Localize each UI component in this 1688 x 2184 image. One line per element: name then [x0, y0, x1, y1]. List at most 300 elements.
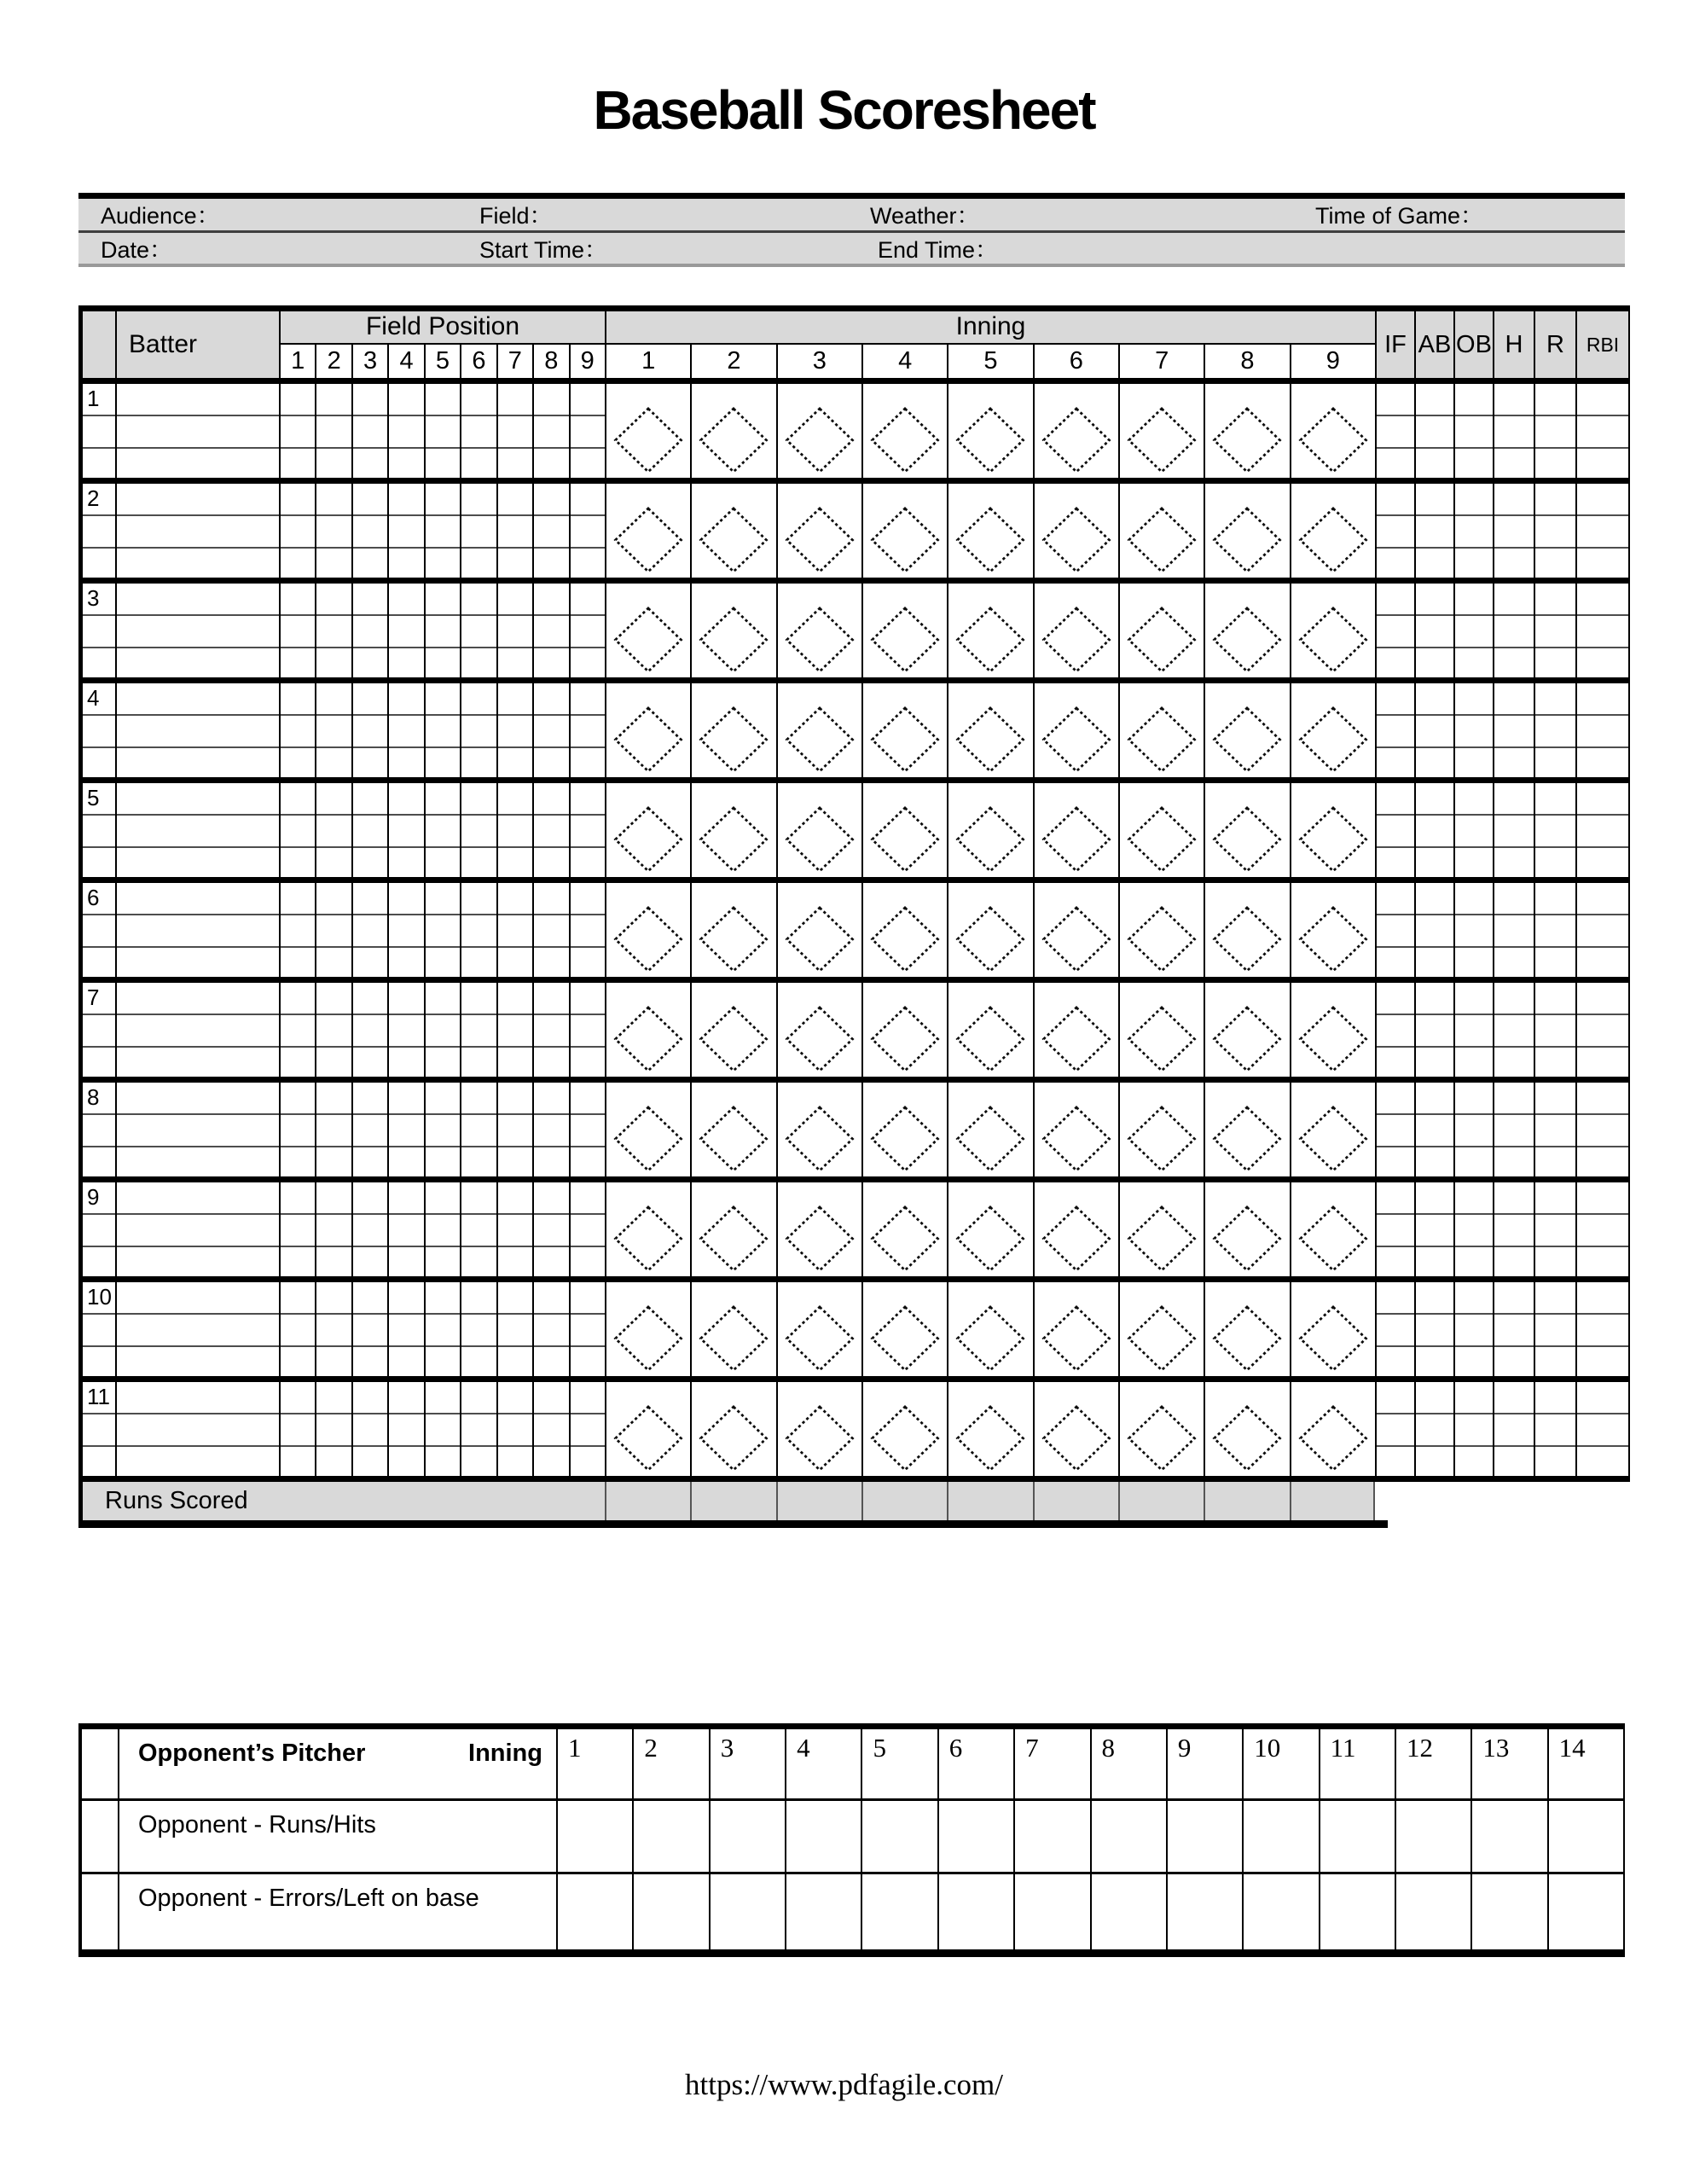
field-position-cell — [424, 584, 460, 677]
base-diamond — [955, 906, 1025, 973]
inning-cell — [776, 584, 861, 677]
inning-cell — [947, 783, 1032, 877]
stat-cell-if — [1375, 683, 1414, 777]
opponent-pitcher-row — [82, 1729, 1623, 1801]
opponent-margin-cell — [82, 1729, 119, 1798]
opponent-inning-cell — [1549, 1801, 1623, 1872]
inning-number: 6 — [1033, 345, 1118, 378]
base-diamond — [955, 806, 1025, 873]
stat-cell-r — [1534, 1182, 1575, 1276]
field-position-cell — [424, 983, 460, 1077]
stat-cell-r — [1534, 1282, 1575, 1376]
field-position-number: 8 — [532, 345, 568, 378]
stat-cell-ob — [1453, 1282, 1493, 1376]
inning-cell — [776, 1182, 861, 1276]
base-diamond — [785, 607, 855, 673]
opponent-margin-cell — [82, 1801, 119, 1872]
base-diamond — [1298, 806, 1368, 873]
inning-cell — [861, 683, 947, 777]
base-diamond — [785, 806, 855, 873]
base-diamond — [1127, 407, 1197, 473]
stat-cell-ob — [1453, 1382, 1493, 1476]
inning-cell — [861, 783, 947, 877]
field-position-cell — [281, 384, 315, 478]
field-position-cell — [424, 484, 460, 578]
base-diamond — [1298, 407, 1368, 473]
base-diamond — [1212, 407, 1282, 473]
stat-cell-rbi — [1575, 883, 1628, 977]
base-diamond — [870, 407, 940, 473]
row-number-header-cell — [83, 311, 115, 378]
base-diamond — [785, 1106, 855, 1172]
field-position-cell — [569, 584, 605, 677]
stat-cell-if — [1375, 584, 1414, 677]
inning-cell — [947, 983, 1032, 1077]
base-diamond — [1298, 1106, 1368, 1172]
opponent-errors-lob-label: Opponent - Errors/Left on base — [119, 1874, 558, 1949]
field-label: Field： — [479, 203, 553, 229]
inning-cells — [605, 1182, 1375, 1276]
field-position-header-group — [279, 311, 605, 378]
base-diamond — [870, 1305, 940, 1372]
base-diamond — [1127, 906, 1197, 973]
batter-number: 11 — [83, 1382, 115, 1476]
field-position-cell — [315, 1083, 351, 1176]
field-position-cell — [387, 1382, 423, 1476]
stat-cell-r — [1534, 1083, 1575, 1176]
field-position-cells — [279, 983, 605, 1077]
inning-cell — [606, 584, 690, 677]
stat-cell-ab — [1414, 384, 1453, 478]
base-diamond — [1041, 1205, 1111, 1272]
stat-cell-ab — [1414, 1382, 1453, 1476]
base-diamond — [955, 607, 1025, 673]
inning-cell — [1033, 883, 1118, 977]
opponent-inning-cell — [558, 1801, 634, 1872]
inning-cell — [861, 1083, 947, 1176]
date-label: Date： — [101, 237, 173, 263]
inning-cells — [605, 584, 1375, 677]
start-time-label: Start Time： — [479, 237, 608, 263]
field-position-cell — [569, 484, 605, 578]
batter-name-cell — [115, 1083, 279, 1176]
field-position-cells — [279, 683, 605, 777]
opponent-inning-cell — [711, 1801, 786, 1872]
base-diamond — [699, 1106, 769, 1172]
field-position-cells — [279, 384, 605, 478]
base-diamond — [955, 1106, 1025, 1172]
stat-cell-ob — [1453, 1182, 1493, 1276]
opponent-margin-cell — [82, 1874, 119, 1949]
opponent-inning-number: 9 — [1168, 1729, 1244, 1798]
batter-number: 5 — [83, 783, 115, 877]
inning-cells — [605, 883, 1375, 977]
field-position-cell — [424, 1182, 460, 1276]
opponent-inning-cell — [1320, 1874, 1396, 1949]
field-position-cell — [281, 683, 315, 777]
opponent-inning-cell — [786, 1874, 862, 1949]
stat-cell-if — [1375, 1382, 1414, 1476]
stat-cell-ob — [1453, 484, 1493, 578]
inning-cells — [605, 983, 1375, 1077]
stat-header-r: R — [1534, 311, 1575, 378]
field-position-cell — [387, 584, 423, 677]
inning-header-group — [605, 311, 1375, 378]
field-position-cell — [387, 683, 423, 777]
inning-cells — [605, 783, 1375, 877]
field-position-cell — [532, 1182, 568, 1276]
inning-cell — [606, 1083, 690, 1176]
stat-cell-h — [1493, 1382, 1534, 1476]
inning-cell — [1033, 683, 1118, 777]
field-position-cell — [281, 883, 315, 977]
inning-cell — [947, 1083, 1032, 1176]
field-position-cells — [279, 1083, 605, 1176]
field-position-cell — [496, 783, 532, 877]
opponent-inning-cell — [1092, 1874, 1168, 1949]
base-diamond — [1127, 1106, 1197, 1172]
footer-url[interactable]: https://www.pdfagile.com/ — [685, 2068, 1003, 2101]
base-diamond — [785, 407, 855, 473]
field-position-cell — [351, 1382, 387, 1476]
inning-number: 9 — [1290, 345, 1375, 378]
base-diamond — [870, 1106, 940, 1172]
field-position-number: 9 — [569, 345, 605, 378]
opponent-inning-cell — [634, 1874, 710, 1949]
stat-cell-h — [1493, 983, 1534, 1077]
runs-scored-cell — [1033, 1482, 1118, 1520]
field-position-cell — [532, 1083, 568, 1176]
batter-row — [83, 484, 1630, 584]
inning-cell — [1033, 1382, 1118, 1476]
field-position-cell — [532, 983, 568, 1077]
field-position-cell — [387, 1182, 423, 1276]
base-diamond — [1127, 1006, 1197, 1072]
field-position-cell — [424, 1382, 460, 1476]
stat-cell-if — [1375, 1282, 1414, 1376]
field-position-cell — [387, 384, 423, 478]
inning-cell — [1033, 1182, 1118, 1276]
base-diamond — [1127, 706, 1197, 773]
inning-cell — [947, 584, 1032, 677]
stat-cell-h — [1493, 384, 1534, 478]
base-diamond — [1212, 1106, 1282, 1172]
opponent-inning-number: 5 — [862, 1729, 938, 1798]
base-diamond — [613, 1405, 683, 1472]
opponent-inning-cell — [786, 1801, 862, 1872]
inning-cell — [947, 883, 1032, 977]
field-position-cell — [387, 783, 423, 877]
field-position-cell — [532, 384, 568, 478]
inning-cell — [776, 1083, 861, 1176]
base-diamond — [699, 806, 769, 873]
batter-name-cell — [115, 1382, 279, 1476]
batter-row — [83, 883, 1630, 983]
base-diamond — [1212, 906, 1282, 973]
base-diamond — [699, 706, 769, 773]
base-diamond — [1212, 706, 1282, 773]
inning-cell — [861, 983, 947, 1077]
field-position-cell — [424, 1083, 460, 1176]
base-diamond — [870, 507, 940, 573]
field-position-cells — [279, 1182, 605, 1276]
batting-table — [78, 305, 1630, 1528]
opponent-inning-number: 11 — [1320, 1729, 1396, 1798]
field-position-cell — [281, 983, 315, 1077]
field-position-cell — [532, 683, 568, 777]
runs-scored-cell — [690, 1482, 775, 1520]
base-diamond — [870, 1405, 940, 1472]
stat-header-h: H — [1493, 311, 1534, 378]
inning-cell — [1290, 683, 1375, 777]
opponent-inning-cell — [1320, 1801, 1396, 1872]
runs-scored-row — [83, 1482, 1375, 1520]
field-position-cell — [281, 1182, 315, 1276]
field-position-cell — [460, 683, 496, 777]
stat-cell-rbi — [1575, 384, 1628, 478]
stat-cell-h — [1493, 584, 1534, 677]
batter-name-cell — [115, 1182, 279, 1276]
opponent-inning-number: 1 — [558, 1729, 634, 1798]
end-time-label: End Time： — [878, 237, 999, 263]
runs-scored-cell — [861, 1482, 947, 1520]
inning-cell — [690, 384, 775, 478]
field-position-cell — [569, 783, 605, 877]
batter-row — [83, 983, 1630, 1083]
field-position-cell — [532, 883, 568, 977]
inning-cell — [1118, 384, 1204, 478]
inning-cell — [776, 983, 861, 1077]
batter-name-cell — [115, 384, 279, 478]
inning-cell — [1204, 1083, 1289, 1176]
stat-cell-ab — [1414, 783, 1453, 877]
base-diamond — [870, 1006, 940, 1072]
stat-cell-rbi — [1575, 1083, 1628, 1176]
base-diamond — [699, 1006, 769, 1072]
inning-cell — [1204, 584, 1289, 677]
inning-cell — [776, 484, 861, 578]
inning-cell — [861, 1182, 947, 1276]
stat-cell-h — [1493, 883, 1534, 977]
base-diamond — [1127, 1205, 1197, 1272]
field-position-cell — [496, 1282, 532, 1376]
field-position-cell — [387, 484, 423, 578]
base-diamond — [1041, 507, 1111, 573]
stat-cell-r — [1534, 384, 1575, 478]
base-diamond — [1041, 1305, 1111, 1372]
stat-cell-ob — [1453, 983, 1493, 1077]
inning-cell — [1118, 484, 1204, 578]
base-diamond — [955, 1305, 1025, 1372]
base-diamond — [613, 806, 683, 873]
base-diamond — [699, 1405, 769, 1472]
inning-cell — [1118, 983, 1204, 1077]
stat-cell-h — [1493, 1083, 1534, 1176]
stat-cell-r — [1534, 683, 1575, 777]
base-diamond — [699, 507, 769, 573]
field-position-cell — [532, 584, 568, 677]
inning-cell — [606, 1382, 690, 1476]
inning-number: 3 — [776, 345, 861, 378]
opponent-errors-lob-row — [82, 1874, 1623, 1949]
field-position-cell — [496, 484, 532, 578]
inning-number-row — [606, 345, 1375, 378]
batter-row — [83, 683, 1630, 783]
inning-cell — [606, 484, 690, 578]
inning-cell — [606, 983, 690, 1077]
inning-cell — [690, 883, 775, 977]
inning-cell — [1033, 1083, 1118, 1176]
field-position-cell — [460, 384, 496, 478]
inning-cells — [605, 1382, 1375, 1476]
inning-cell — [947, 1282, 1032, 1376]
field-position-cell — [532, 484, 568, 578]
stat-cell-ab — [1414, 1282, 1453, 1376]
field-position-cell — [281, 1382, 315, 1476]
field-position-cell — [315, 1282, 351, 1376]
opponent-inning-cell — [1244, 1801, 1320, 1872]
stat-cell-ob — [1453, 783, 1493, 877]
field-position-number: 1 — [291, 346, 305, 375]
inning-cell — [1290, 1382, 1375, 1476]
field-position-cell — [387, 1282, 423, 1376]
field-position-cell — [460, 584, 496, 677]
inning-cells — [605, 1083, 1375, 1176]
inning-cell — [1204, 1182, 1289, 1276]
runs-scored-cell — [776, 1482, 861, 1520]
inning-cell — [1290, 1282, 1375, 1376]
inning-cell — [690, 1382, 775, 1476]
field-position-cell — [569, 883, 605, 977]
inning-cells — [605, 1282, 1375, 1376]
stat-cell-ab — [1414, 883, 1453, 977]
inning-cell — [1033, 1282, 1118, 1376]
field-position-cell — [460, 1182, 496, 1276]
field-position-cell — [315, 783, 351, 877]
field-position-cell — [496, 1382, 532, 1476]
inning-cell — [1290, 1083, 1375, 1176]
inning-cell — [606, 683, 690, 777]
runs-scored-cell — [947, 1482, 1032, 1520]
stat-cell-r — [1534, 883, 1575, 977]
opponent-inning-cell — [1015, 1874, 1091, 1949]
base-diamond — [1127, 507, 1197, 573]
base-diamond — [1041, 1106, 1111, 1172]
opponent-inning-number: 2 — [634, 1729, 710, 1798]
stat-cell-if — [1375, 484, 1414, 578]
stat-cell-ab — [1414, 584, 1453, 677]
game-info — [78, 193, 1625, 267]
field-position-cell — [424, 883, 460, 977]
batter-number: 7 — [83, 983, 115, 1077]
field-position-cell — [496, 1083, 532, 1176]
field-position-cell — [315, 584, 351, 677]
stat-header-ab: AB — [1414, 311, 1453, 378]
stat-cell-rbi — [1575, 584, 1628, 677]
base-diamond — [1127, 806, 1197, 873]
inning-cell — [861, 584, 947, 677]
inning-cell — [776, 783, 861, 877]
base-diamond — [1041, 607, 1111, 673]
inning-cell — [947, 1382, 1032, 1476]
field-position-cell — [532, 783, 568, 877]
field-position-cell — [496, 584, 532, 677]
field-position-cell — [351, 1282, 387, 1376]
field-position-cell — [315, 983, 351, 1077]
stat-cell-ab — [1414, 983, 1453, 1077]
inning-cell — [606, 1282, 690, 1376]
base-diamond — [1298, 1006, 1368, 1072]
inning-cell — [776, 1382, 861, 1476]
field-position-cell — [351, 584, 387, 677]
base-diamond — [1212, 607, 1282, 673]
opponent-inning-cell — [1168, 1801, 1244, 1872]
inning-cell — [1118, 1282, 1204, 1376]
base-diamond — [699, 607, 769, 673]
base-diamond — [1298, 607, 1368, 673]
base-diamond — [613, 507, 683, 573]
field-position-cell — [281, 484, 315, 578]
field-position-cell — [424, 384, 460, 478]
batter-number: 6 — [83, 883, 115, 977]
inning-cell — [1118, 783, 1204, 877]
field-position-cell — [569, 1282, 605, 1376]
inning-cell — [606, 1182, 690, 1276]
inning-cell — [1204, 1382, 1289, 1476]
field-position-cell — [351, 983, 387, 1077]
inning-number: 2 — [690, 345, 775, 378]
base-diamond — [955, 1205, 1025, 1272]
inning-cell — [690, 584, 775, 677]
inning-cell — [1118, 683, 1204, 777]
base-diamond — [870, 1205, 940, 1272]
field-position-cell — [532, 1282, 568, 1376]
opponent-inning-cell — [1549, 1874, 1623, 1949]
field-position-cell — [351, 484, 387, 578]
base-diamond — [1127, 1405, 1197, 1472]
base-diamond — [870, 806, 940, 873]
stat-cell-r — [1534, 484, 1575, 578]
inning-cell — [947, 683, 1032, 777]
inning-cell — [1204, 683, 1289, 777]
opponent-inning-cell — [1015, 1801, 1091, 1872]
field-position-cell — [351, 384, 387, 478]
stat-cell-rbi — [1575, 783, 1628, 877]
stat-cell-if — [1375, 883, 1414, 977]
base-diamond — [1212, 1006, 1282, 1072]
audience-label: Audience： — [101, 203, 220, 229]
inning-cell — [690, 484, 775, 578]
stat-header-if: IF — [1375, 311, 1414, 378]
base-diamond — [955, 407, 1025, 473]
opponent-inning-cell — [1396, 1874, 1472, 1949]
inning-cell — [1033, 384, 1118, 478]
stat-cell-h — [1493, 484, 1534, 578]
inning-cell — [776, 883, 861, 977]
base-diamond — [699, 407, 769, 473]
base-diamond — [1041, 1006, 1111, 1072]
base-diamond — [1041, 1405, 1111, 1472]
stat-cell-r — [1534, 1382, 1575, 1476]
batter-name-cell — [115, 783, 279, 877]
stat-cell-r — [1534, 584, 1575, 677]
field-position-number: 5 — [424, 345, 460, 378]
stat-cell-rbi — [1575, 983, 1628, 1077]
inning-cell — [1290, 983, 1375, 1077]
inning-number: 4 — [861, 345, 947, 378]
base-diamond — [613, 1305, 683, 1372]
batter-row — [83, 783, 1630, 883]
